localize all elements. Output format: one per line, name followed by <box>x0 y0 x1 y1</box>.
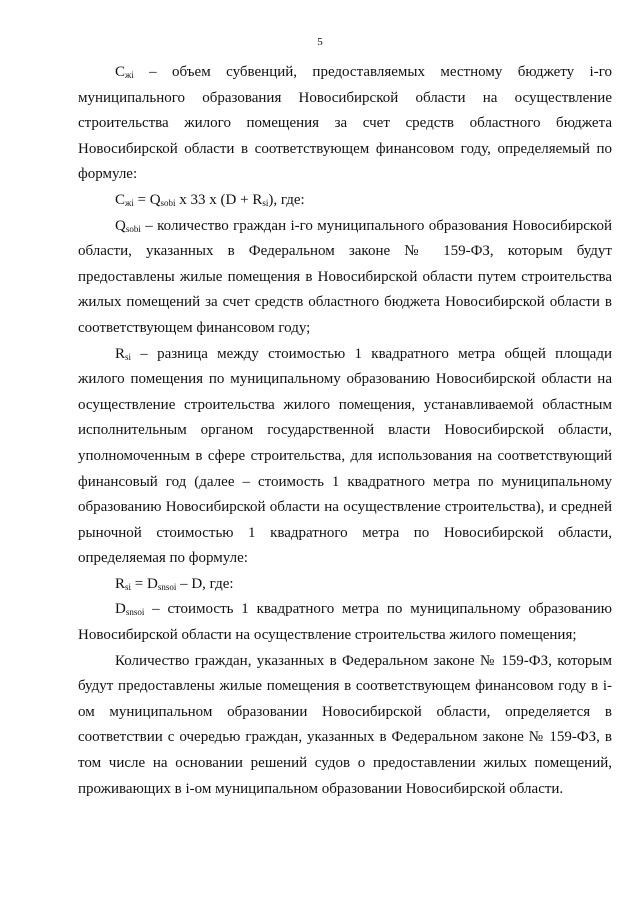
paragraph-text: Количество граждан, указанных в Федеральном законе № 159-ФЗ, которым будут предоставлены жилые помещения в соответствующем финансовом году в i-ом муниципальном образовании Новосибирской области, определяется в соответствии с очередью граждан, указанных в Федеральном законе № 159-ФЗ, в том числе на основании решений судов о предоставлении жилых помещений, проживающих в i-ом муниципальном образовании Новосибирской области. <box>78 652 612 797</box>
formula-price-difference <box>78 572 612 598</box>
symbol-c: C <box>115 64 126 80</box>
formula-subscript: sobi <box>160 197 176 208</box>
symbol-d: D <box>115 601 126 618</box>
formula-part: – D, где: <box>176 575 234 592</box>
symbol-subscript: si <box>125 351 132 362</box>
paragraph-price-difference-definition <box>78 342 612 572</box>
formula-subscript: si <box>262 197 269 208</box>
formula-subscript: si <box>125 581 132 592</box>
formula-part: = Q <box>133 191 161 208</box>
symbol-subscript: snsoi <box>125 607 145 618</box>
formula-subscript: snsoi <box>157 581 177 592</box>
formula-subvention <box>78 188 612 214</box>
formula-symbol: C <box>115 191 126 208</box>
formula-subscript: жi <box>125 197 134 208</box>
symbol-q: Q <box>115 217 126 234</box>
document-body <box>78 60 612 802</box>
formula-part: = D <box>131 575 158 592</box>
paragraph-text: – стоимость 1 квадратного метра по муниципальному образованию Новосибирской области на осуществление строительства жилого помещения; <box>78 601 612 644</box>
paragraph-text: – объем субвенций, предоставляемых местному бюджету i-го муниципального образования Новосибирской области на осуществление строительства жилого помещения за счет средств областного бюджета Новосибирской области в соответствующем финансовом году, определяемый по формуле: <box>78 64 612 183</box>
symbol-subscript: жi <box>125 70 134 80</box>
page-number: 5 <box>317 36 323 48</box>
symbol-r: R <box>115 345 126 362</box>
paragraph-text: – разница между стоимостью 1 квадратного метра общей площади жилого помещения по муниципальному образованию Новосибирской области на осуществление строительства жилого помещения, устанавливаемой областным исполнительным органом государственной власти Новосибирской области, уполномоченным в сфере строительства, для использования на соответствующий финансовый год (далее – стоимость 1 квадратного метра по муниципальному образованию Новосибирской области на осуществление строительства), и средней рыночной стоимостью 1 квадратного метра по Новосибирской области, определяемая по формуле: <box>78 345 612 567</box>
formula-part: ), где: <box>268 191 305 208</box>
paragraph-citizens-queue <box>78 649 612 803</box>
paragraph-citizens-count-definition <box>78 214 612 342</box>
paragraph-subvention-definition <box>78 60 612 188</box>
paragraph-square-meter-cost-definition <box>78 597 612 648</box>
symbol-subscript: sobi <box>125 223 141 234</box>
paragraph-text: – количество граждан i-го муниципального образования Новосибирской области, указанных в Федеральном законе № 159-ФЗ, которым будут предоставлены жилые помещения в Новосибирской области путем строительства жилых помещений за счет средств областного бюджета Новосибирской области в соответствующем финансовом году; <box>78 217 612 336</box>
formula-part: x 33 x (D + R <box>175 191 263 208</box>
formula-symbol: R <box>115 575 126 592</box>
